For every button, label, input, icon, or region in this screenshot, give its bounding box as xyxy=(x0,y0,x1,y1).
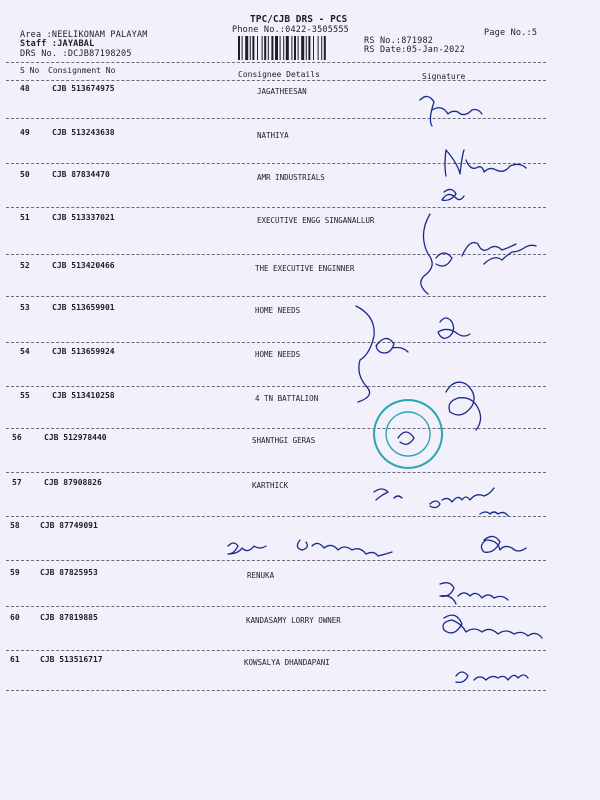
row-consignee-name: EXECUTIVE ENGG SINGANALLUR xyxy=(257,216,375,225)
row-consignment-number: CJB 87749091 xyxy=(40,521,98,530)
staff-label: Staff :JAYABAL xyxy=(20,39,95,49)
row-consignment-number: CJB 513420466 xyxy=(52,261,115,270)
signature-date-52 xyxy=(484,245,536,264)
row-consignment-number: CJB 513659924 xyxy=(52,347,115,356)
bracket-51-52 xyxy=(421,214,432,294)
row-consignee-name: THE EXECUTIVE ENGINNER xyxy=(255,264,355,273)
row-consignment-number: CJB 87908826 xyxy=(44,478,102,487)
column-header-consignment: Consignment No xyxy=(48,66,116,75)
signature-48 xyxy=(420,96,482,126)
row-consignee-name: HOME NEEDS xyxy=(255,306,301,315)
row-serial-number: 49 xyxy=(20,128,30,137)
row-serial-number: 50 xyxy=(20,170,30,179)
row-consignee-name: SHANTHGI GERAS xyxy=(252,436,316,445)
row-consignment-number: CJB 513659901 xyxy=(52,303,115,312)
page-number: Page No.:5 xyxy=(484,28,538,38)
row-consignment-number: CJB 513243638 xyxy=(52,128,115,137)
row-serial-number: 48 xyxy=(20,84,30,93)
rs-number: RS No.:871982 xyxy=(364,36,434,46)
row-consignment-number: CJB 87819885 xyxy=(40,613,98,622)
row-consignee-name: NATHIYA xyxy=(257,131,289,140)
signature-date-57 xyxy=(430,488,508,516)
phone-number: Phone No.:0422-3505555 xyxy=(232,25,349,35)
signature-59 xyxy=(440,583,508,604)
row-consignment-number: CJB 513516717 xyxy=(40,655,103,664)
signature-49 xyxy=(445,150,526,176)
row-serial-number: 60 xyxy=(10,613,20,622)
signature-60 xyxy=(443,615,542,638)
row-serial-number: 54 xyxy=(20,347,30,356)
signature-55-56 xyxy=(446,382,481,430)
column-header-consignee: Consignee Details xyxy=(238,70,320,79)
row-consignee-name: KANDASAMY LORRY OWNER xyxy=(246,616,341,625)
document-title: TPC/CJB DRS - PCS xyxy=(250,14,348,25)
row-consignee-name: KOWSALYA DHANDAPANI xyxy=(244,658,330,667)
drs-number: DRS No. :DCJB87198205 xyxy=(20,49,132,59)
column-header-sno: S No xyxy=(20,66,40,75)
signature-51-52 xyxy=(436,243,516,267)
row-serial-number: 58 xyxy=(10,521,20,530)
row-consignee-name: JAGATHEESAN xyxy=(257,87,307,96)
signature-58-right xyxy=(481,536,526,552)
row-serial-number: 57 xyxy=(12,478,22,487)
signature-58 xyxy=(228,540,392,556)
bracket-53-54 xyxy=(356,306,374,402)
row-serial-number: 59 xyxy=(10,568,20,577)
row-serial-number: 55 xyxy=(20,391,30,400)
signature-53-54 xyxy=(376,318,470,353)
row-consignee-name: 4 TN BATTALION xyxy=(255,394,319,403)
row-consignee-name: RENUKA xyxy=(247,571,275,580)
row-consignment-number: CJB 513674975 xyxy=(52,84,115,93)
row-serial-number: 52 xyxy=(20,261,30,270)
signature-57 xyxy=(374,489,402,500)
row-serial-number: 56 xyxy=(12,433,22,442)
area-label: Area :NEELIKONAM PALAYAM xyxy=(20,30,148,40)
row-serial-number: 51 xyxy=(20,213,30,222)
courier-stamp xyxy=(374,400,442,468)
rs-date: RS Date:05-Jan-2022 xyxy=(364,45,466,55)
row-consignment-number: CJB 87825953 xyxy=(40,568,98,577)
row-consignee-name: HOME NEEDS xyxy=(255,350,301,359)
row-consignment-number: CJB 87834470 xyxy=(52,170,110,179)
row-serial-number: 53 xyxy=(20,303,30,312)
row-consignment-number: CJB 512978440 xyxy=(44,433,107,442)
column-header-signature: Signature xyxy=(422,72,466,81)
signature-61 xyxy=(456,672,528,682)
row-consignment-number: CJB 513410258 xyxy=(52,391,115,400)
row-consignee-name: AMR INDUSTRIALS xyxy=(257,173,325,182)
row-serial-number: 61 xyxy=(10,655,20,664)
row-consignee-name: KARTHICK xyxy=(252,481,289,490)
row-consignment-number: CJB 513337021 xyxy=(52,213,115,222)
signature-50 xyxy=(442,189,464,200)
